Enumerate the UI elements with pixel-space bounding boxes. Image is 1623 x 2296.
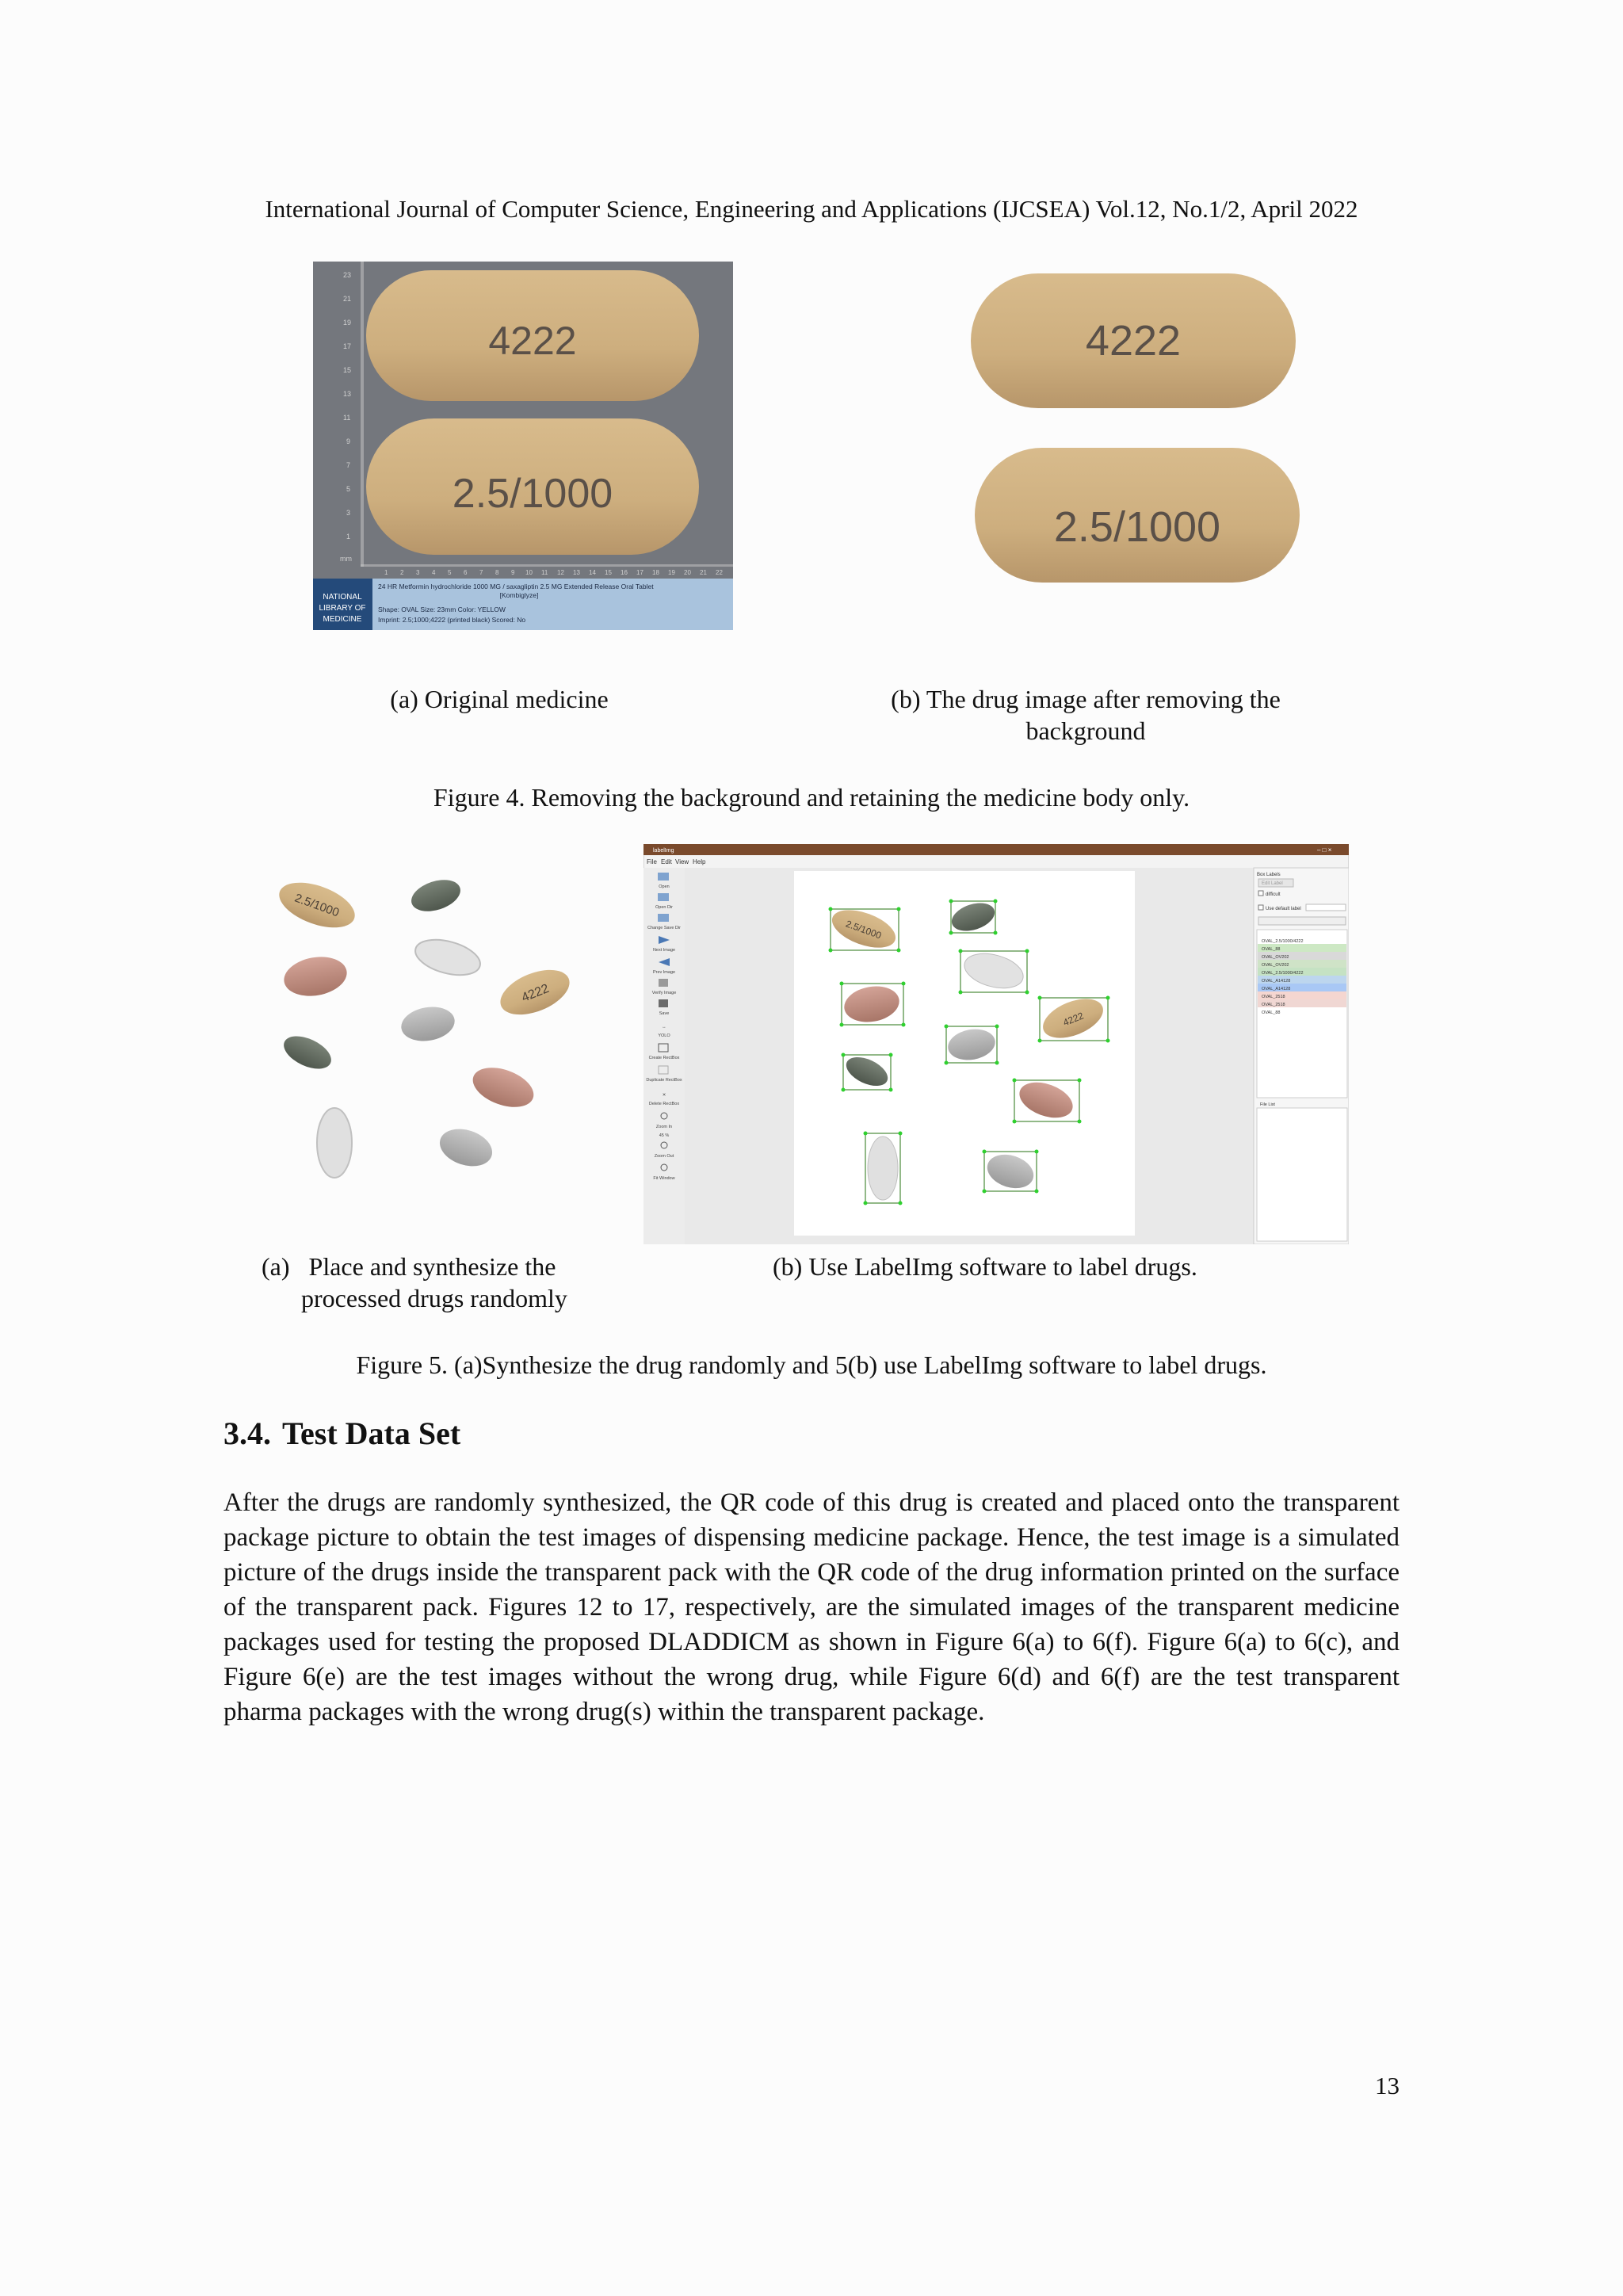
titlebar [643,844,1349,855]
label-list [1258,939,1346,1015]
figure4a-subcaption: (a) Original medicine [390,685,609,713]
label-item-1: OVAL_2.5/1000/4222 [1262,939,1304,944]
figure5a-image [269,864,586,1197]
info-line-2: [Kombiglyze] [499,591,539,599]
tool-zoom-out: Zoom Out [654,1154,674,1159]
tool-open: Open [659,884,670,889]
svg-text:9: 9 [511,569,515,576]
svg-text:3: 3 [346,509,351,517]
figure5a-subcaption-line1: Place and synthesize the [308,1252,556,1281]
svg-text:2.5/1000: 2.5/1000 [452,471,613,517]
figure4-caption: Figure 4. Removing the background and retaining the medicine body only. [433,783,1190,812]
svg-text:22: 22 [716,569,723,576]
tool-verify-image: Verify Image [651,991,677,995]
svg-text:15: 15 [605,569,612,576]
svg-text:4222: 4222 [519,981,552,1005]
svg-text:4222: 4222 [1085,317,1182,365]
figure5a-subcaption-prefix: (a) [262,1252,290,1281]
label-item-2: OVAL_88 [1262,947,1281,952]
pill-pink-1 [281,952,349,1000]
tool-change-save-dir: Change Save Dir [647,926,681,930]
tool-yolo: YOLO [658,1033,670,1038]
label-item-5: OVAL_2.5/1000/4222 [1262,971,1304,976]
menubar [647,858,706,865]
figure4b-subcaption [824,683,1347,747]
page-number: 13 [1375,2072,1400,2099]
section-number: 3.4. [223,1415,271,1451]
svg-text:15: 15 [343,366,352,374]
svg-text:MEDICINE: MEDICINE [323,615,362,624]
menu-edit: Edit [661,858,672,865]
svg-text:2.5/1000: 2.5/1000 [292,891,342,920]
tool-zoom-in: Zoom In [655,1125,673,1129]
svg-text:– □ ×: – □ × [1317,846,1332,854]
svg-text:14: 14 [589,569,596,576]
svg-text:2.5/1000: 2.5/1000 [1053,503,1221,551]
svg-text:labelImg: labelImg [653,848,674,854]
svg-text:3: 3 [416,569,420,576]
running-header: International Journal of Computer Science, Engineering and Applications (IJCSEA) Vol.12, No.1/2, April 2022 [265,195,1358,223]
label-item-8: OVAL_2518 [1262,995,1285,999]
svg-text:1: 1 [384,569,388,576]
figure4a-image [313,262,733,630]
pill-white-2 [317,1108,352,1178]
pill-yellow-a [273,873,361,936]
label-item-6: OVAL_A14128 [1262,979,1291,984]
svg-text:17: 17 [343,342,352,350]
svg-text:11: 11 [541,569,548,576]
pill-green-1 [407,874,464,917]
label-item-4: OVAL_OV202 [1262,963,1289,968]
svg-text:23: 23 [343,271,352,279]
section-title: Test Data Set [282,1415,461,1451]
section-heading [223,1415,460,1452]
pill-yellow-b [494,961,575,1024]
tool-open-dir: Open Dir [655,905,674,910]
svg-text:8: 8 [495,569,499,576]
pill-green-2 [279,1030,336,1075]
svg-text:5: 5 [448,569,452,576]
svg-text:13: 13 [343,390,352,398]
tool-next-image: Next Image [652,948,676,953]
svg-text:1: 1 [346,533,351,541]
svg-text:17: 17 [636,569,643,576]
svg-text:18: 18 [652,569,659,576]
default-label-checkbox: Use default label [1266,907,1301,911]
svg-text:6: 6 [464,569,468,576]
pill-grey-1 [399,1003,457,1045]
label-item-3: OVAL_OV202 [1262,955,1289,960]
edit-label-button: Edit Label [1262,881,1283,886]
svg-text:20: 20 [684,569,691,576]
tool-create-rectbox: Create RectBox [648,1056,680,1060]
menu-view: View [675,858,689,865]
pill-white-1 [411,934,483,981]
svg-text:2.5/1000: 2.5/1000 [844,918,884,942]
svg-text:5: 5 [346,485,351,493]
label-item-7: OVAL_A14128 [1262,987,1291,991]
svg-text:19: 19 [668,569,675,576]
figure5-caption: Figure 5. (a)Synthesize the drug randomly and 5(b) use LabelImg software to label drugs. [356,1350,1267,1379]
zoom-level: 45 % [659,1133,670,1138]
svg-text:NATIONAL: NATIONAL [323,593,362,602]
svg-text:13: 13 [573,569,580,576]
svg-text:7: 7 [479,569,483,576]
tool-save: Save [659,1011,670,1016]
pill-grey-2 [435,1123,497,1173]
svg-text:10: 10 [525,569,533,576]
tool-delete-rectbox: Delete RectBox [648,1102,680,1106]
svg-text:LIBRARY OF: LIBRARY OF [319,604,366,613]
tool-prev-image: Prev Image [652,970,676,975]
svg-text:19: 19 [343,319,352,327]
label-item-9: OVAL_2518 [1262,1003,1285,1007]
svg-text:4222: 4222 [488,319,577,363]
tool-duplicate-rectbox: Duplicate RectBox [646,1078,682,1083]
figure5b-subcaption: (b) Use LabelImg software to label drugs. [773,1252,1197,1281]
pill-pink-2 [468,1060,539,1115]
info-line-4: Imprint: 2.5;1000;4222 (printed black) Scored: No [378,616,526,624]
figure4b-image [963,266,1304,590]
info-line-3: Shape: OVAL Size: 23mm Color: YELLOW [378,606,506,613]
figure4b-subcaption-line2: background [1025,716,1146,745]
file-list-title: File List [1260,1102,1275,1107]
panel-title: Box Labels [1257,873,1281,877]
svg-text:2: 2 [400,569,404,576]
figure5b-labelimg-screenshot [643,844,1349,1244]
svg-text:↔: ↔ [662,1025,666,1030]
figure4b-subcaption-line1: (b) The drug image after removing the [891,685,1281,713]
svg-text:7: 7 [346,461,351,469]
difficult-checkbox: difficult [1266,892,1281,897]
svg-text:21: 21 [700,569,707,576]
svg-text:12: 12 [557,569,564,576]
svg-text:11: 11 [343,414,351,422]
menu-help: Help [693,858,706,865]
info-line-1: 24 HR Metformin hydrochloride 1000 MG / saxagliptin 2.5 MG Extended Release Oral Tablet [378,583,654,590]
svg-text:9: 9 [346,437,351,445]
svg-text:21: 21 [343,295,352,303]
svg-text:4: 4 [432,569,436,576]
svg-text:16: 16 [621,569,628,576]
body-paragraph: After the drugs are randomly synthesized, the QR code of this drug is created and placed onto the transparent package picture to obtain the test images of dispensing medicine package. Hence, the test image is a simulated picture of the drugs inside the transparent pack with the QR code of the drug information printed on the surface of the transparent pack. Figures 12 to 17, respectively, are the simulated images of the transparent medicine packages used for testing the proposed DLADDICM as shown in Figure 6(a) to 6(f). Figure 6(a) to 6(c), and Figure 6(e) are the test images without the wrong drug, while Figure 6(d) and 6(f) are the test transparent pharma packages with the wrong drug(s) within the transparent package. [223,1488,1400,1726]
menu-file: File [647,858,657,865]
svg-text:✕: ✕ [662,1093,666,1098]
label-item-10: OVAL_88 [1262,1010,1281,1015]
svg-text:mm: mm [340,555,352,563]
svg-text:4222: 4222 [1061,1010,1086,1029]
figure5a-subcaption [262,1251,594,1314]
tool-fit-window: Fit Window [653,1176,675,1181]
figure5a-subcaption-line2: processed drugs randomly [301,1284,567,1312]
